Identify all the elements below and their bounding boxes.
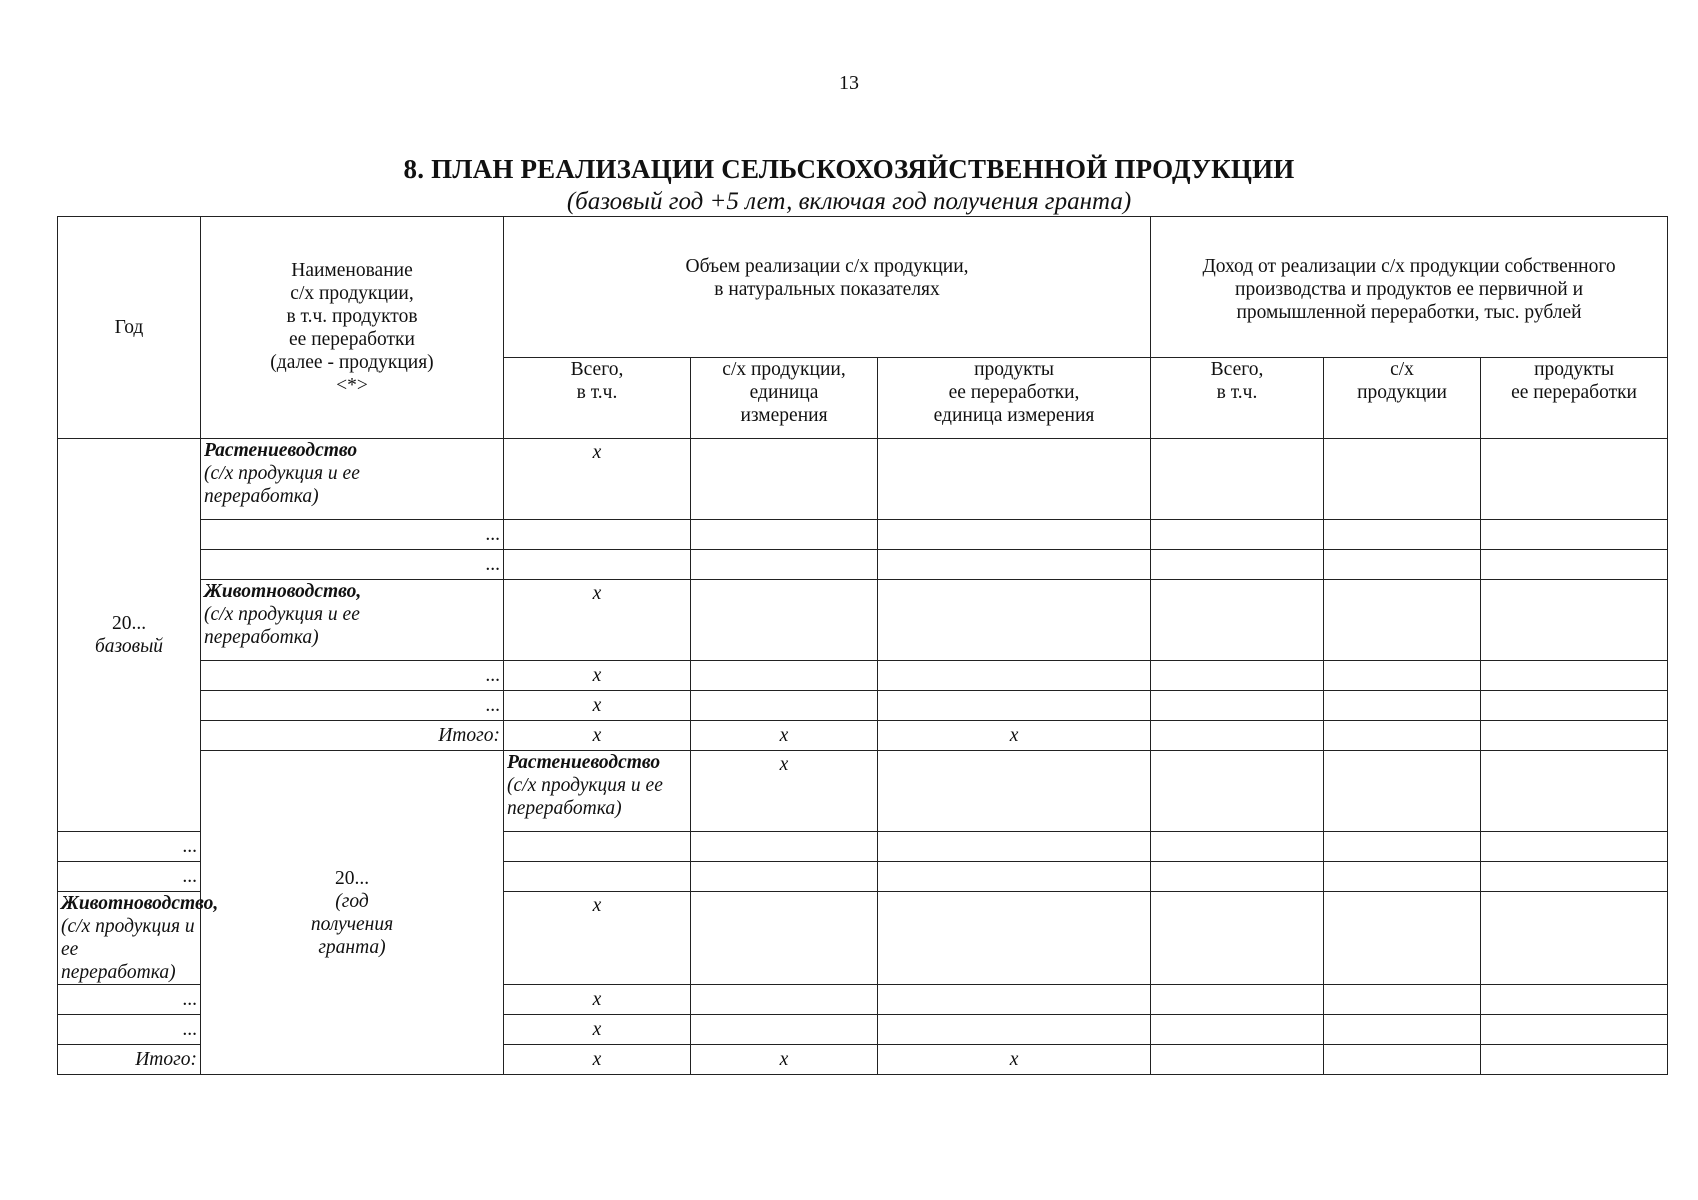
total-row: [58, 721, 1668, 751]
crop-production-label: Растениеводство (с/х продукция и ее переработка): [201, 439, 504, 520]
placeholder-dots: ...: [201, 661, 504, 691]
page-number: 13: [839, 72, 859, 94]
table-row: [58, 751, 1668, 832]
header-volume-agri: с/х продукции, единица измерения: [691, 358, 878, 439]
x-mark: x: [878, 721, 1151, 751]
placeholder-dots: ...: [201, 520, 504, 550]
x-mark: x: [504, 1015, 691, 1045]
sales-plan-table: [57, 216, 1668, 1075]
table-row: [58, 580, 1668, 661]
livestock-label: Животноводство, (с/х продукция и ее переработка): [58, 892, 201, 985]
table-row: [58, 439, 1668, 520]
header-sales-income: Доход от реализации с/х продукции собственного производства и продуктов ее первичной и промышленной переработки, тыс. рублей: [1151, 217, 1668, 358]
table-row: [58, 691, 1668, 721]
table-row: [58, 661, 1668, 691]
placeholder-dots: ...: [58, 1015, 201, 1045]
header-income-agri: с/х продукции: [1324, 358, 1481, 439]
placeholder-dots: ...: [201, 691, 504, 721]
year-cell: 20... (год получения гранта): [201, 751, 504, 1075]
header-year: Год: [58, 217, 201, 439]
header-volume-processed: продукты ее переработки, единица измерения: [878, 358, 1151, 439]
x-mark: x: [878, 1045, 1151, 1075]
livestock-label: Животноводство, (с/х продукция и ее переработка): [201, 580, 504, 661]
x-mark: x: [504, 892, 691, 985]
total-label: Итого:: [58, 1045, 201, 1075]
placeholder-dots: ...: [58, 832, 201, 862]
header-income-processed: продукты ее переработки: [1481, 358, 1668, 439]
x-mark: x: [504, 661, 691, 691]
header-income-total: Всего, в т.ч.: [1151, 358, 1324, 439]
x-mark: x: [504, 1045, 691, 1075]
placeholder-dots: ...: [58, 985, 201, 1015]
page-title: 8. ПЛАН РЕАЛИЗАЦИИ СЕЛЬСКОХОЗЯЙСТВЕННОЙ ПРОДУКЦИИ: [403, 154, 1295, 184]
x-mark: x: [504, 691, 691, 721]
x-mark: x: [504, 985, 691, 1015]
placeholder-dots: ...: [58, 862, 201, 892]
x-mark: x: [691, 721, 878, 751]
table-row: [58, 550, 1668, 580]
header-sales-volume: Объем реализации с/х продукции, в натуральных показателях: [504, 217, 1151, 358]
total-label: Итого:: [201, 721, 504, 751]
crop-production-label: Растениеводство (с/х продукция и ее переработка): [504, 751, 691, 832]
header-product-name: Наименование с/х продукции, в т.ч. продуктов ее переработки (далее - продукция) <*>: [201, 217, 504, 439]
x-mark: x: [504, 439, 691, 520]
placeholder-dots: ...: [201, 550, 504, 580]
table-row: [58, 520, 1668, 550]
x-mark: x: [504, 580, 691, 661]
x-mark: x: [504, 721, 691, 751]
page-subtitle: (базовый год +5 лет, включая год получения гранта): [566, 188, 1132, 215]
header-volume-total: Всего, в т.ч.: [504, 358, 691, 439]
x-mark: x: [691, 751, 878, 832]
x-mark: x: [691, 1045, 878, 1075]
year-cell: 20... базовый: [58, 439, 201, 832]
